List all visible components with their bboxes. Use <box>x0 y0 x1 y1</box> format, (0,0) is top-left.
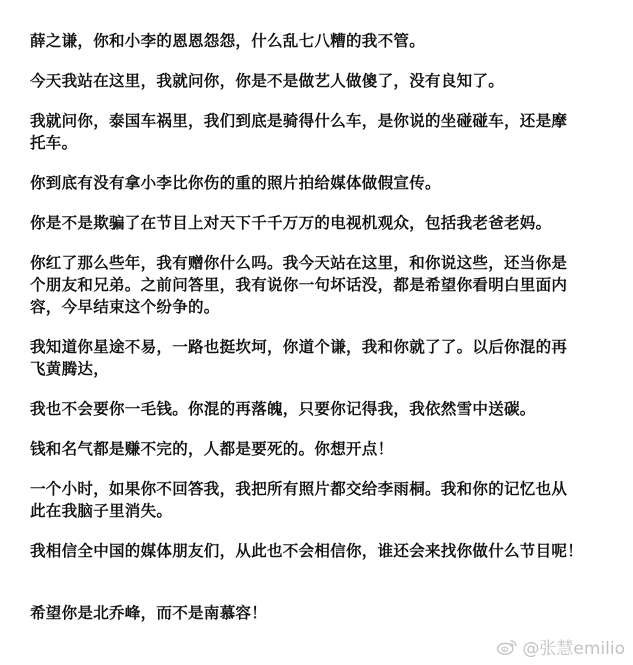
watermark <box>496 634 625 659</box>
paragraph-9: 钱和名气都是赚不完的，人都是要死的。你想开点！ <box>30 440 394 458</box>
letter-document <box>30 30 590 624</box>
paragraph-7: 我知道你星途不易，一路也挺坎坷，你道个谦，我和你就了了。以后你混的再 飞黄腾达， <box>30 338 568 378</box>
paragraph-5: 你是不是欺骗了在节目上对天下千千万万的电视机观众，包括我老爸老妈。 <box>30 214 552 232</box>
paragraph-8: 我也不会要你一毛钱。你混的再落魄，只要你记得我，我依然雪中送碳。 <box>30 400 536 418</box>
paragraph-2: 今天我站在这里，我就问你，你是不是做艺人做傻了，没有良知了。 <box>30 72 505 90</box>
paragraph-11: 我相信全中国的媒体朋友们，从此也不会相信你，谁还会来找你做什么节目呢！ <box>30 542 584 560</box>
paragraph-10: 一个小时，如果你不回答我，我把所有照片都交给李雨桐。我和你的记忆也从 此在我脑子里消失。 <box>30 480 568 520</box>
weibo-icon <box>496 638 518 656</box>
paragraph-12: 希望你是北乔峰，而不是南慕容！ <box>30 604 268 622</box>
paragraph-4: 你到底有没有拿小李比你伤的重的照片拍给媒体做假宣传。 <box>30 174 441 192</box>
paragraph-3: 我就问你，泰国车祸里，我们到底是骑得什么车，是你说的坐碰碰车，还是摩 托车。 <box>30 112 568 152</box>
paragraph-6: 你红了那么些年，我有赠你什么吗。我今天站在这里，和你说这些，还当你是 个朋友和兄弟。之前问答里，我有说你一句坏话没，都是希望你看明白里面内 容，今早结束这个纷争的。 <box>30 254 568 316</box>
paragraph-1: 薛之谦，你和小李的恩恩怨怨，什么乱七八糟的我不管。 <box>30 32 426 50</box>
watermark-text: @张慧emilio <box>522 639 625 659</box>
